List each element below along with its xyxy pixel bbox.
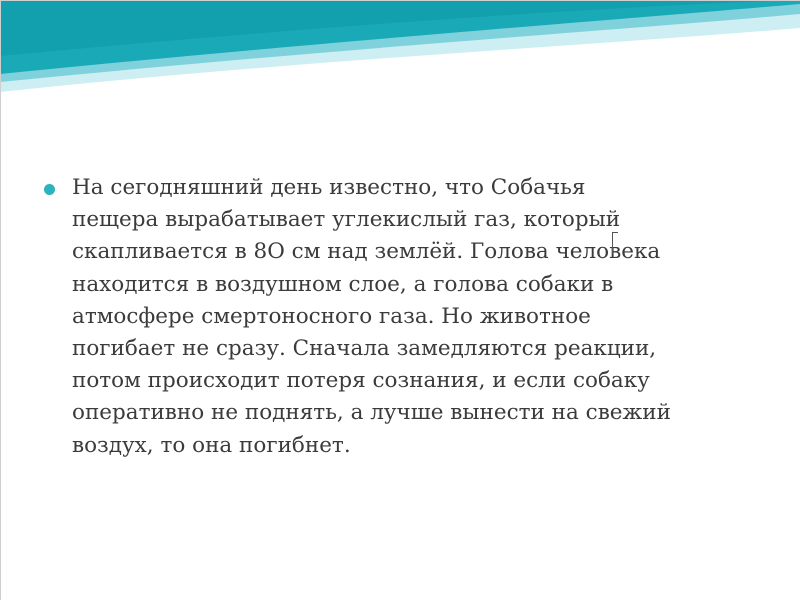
bullet-text[interactable]: На сегодняшний день известно, что Собачья пещера вырабатывает углекислый газ, который скапливается в 8О см над землёй. Голова человека находится в воздушном слое, а голова собаки в атмосфере смертоносного газа. Но животное погибает не сразу. Сначала замедляются реакции, потом происходит потеря сознания, и если собаку оперативно не поднять, а лучше вынести на свежий воздух, то она погибнет. — [72, 175, 671, 458]
slide-content — [44, 172, 764, 462]
text-cursor-icon — [612, 232, 618, 254]
bullet-dot-icon — [44, 184, 55, 195]
bullet-item — [44, 172, 764, 462]
wave-header-decoration — [0, 0, 800, 100]
